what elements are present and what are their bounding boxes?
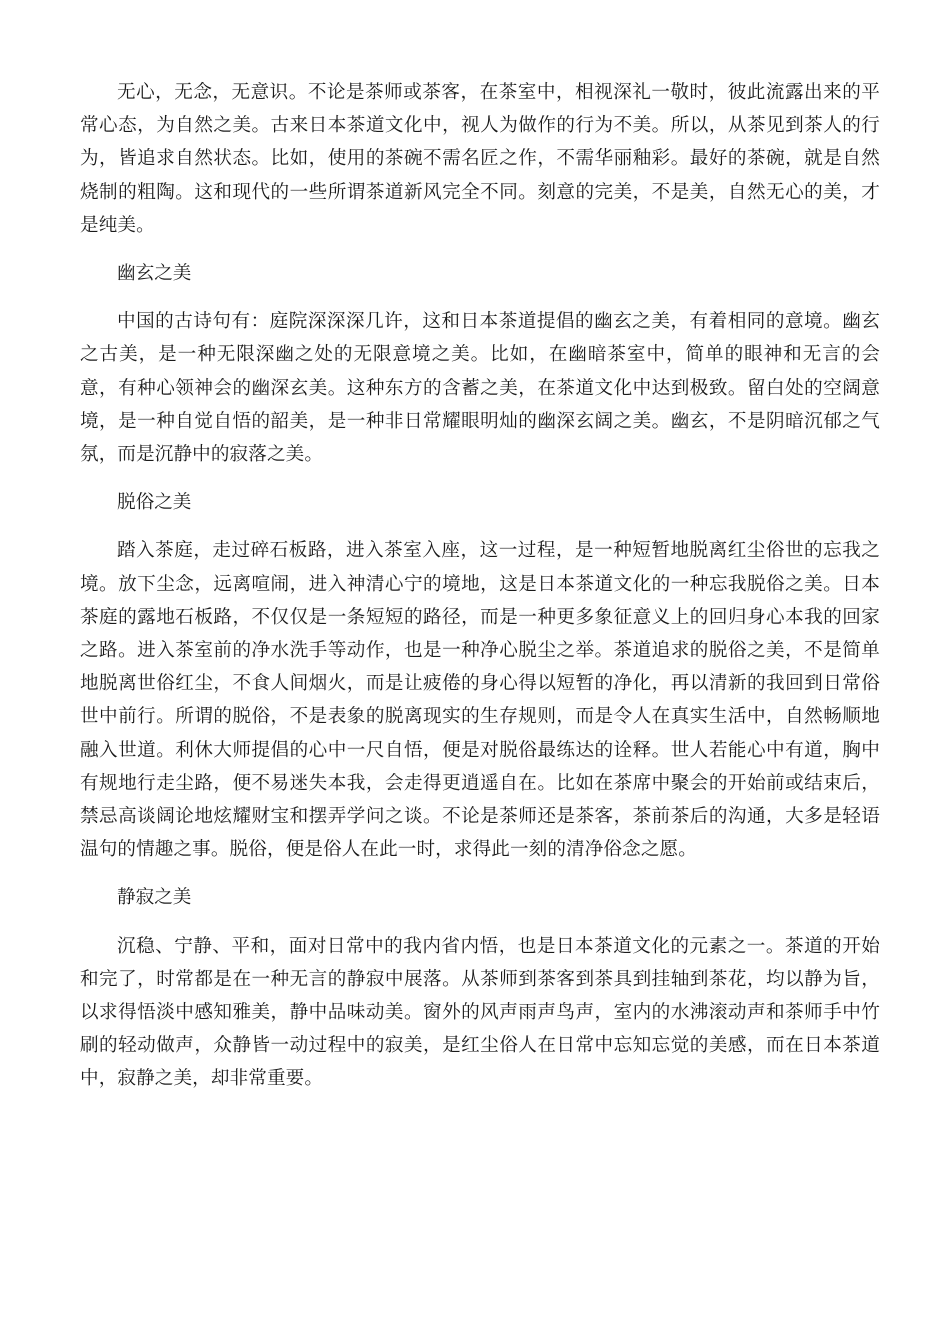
intro-paragraph: 无心，无念，无意识。不论是茶师或茶客，在茶室中，相视深礼一敬时，彼此流露出来的平常心态，为自然之美。古来日本茶道文化中，视人为做作的行为不美。所以，从茶见到茶人的行为，皆追求自然状态。比如，使用的茶碗不需名匠之作，不需华丽釉彩。最好的茶碗，就是自然烧制的粗陶。这和现代的一些所谓茶道新风完全不同。刻意的完美，不是美，自然无心的美，才是纯美。 <box>80 82 880 236</box>
section-body-jingji: 沉稳、宁静、平和，面对日常中的我内省内悟，也是日本茶道文化的元素之一。茶道的开始和完了，时常都是在一种无言的静寂中展落。从茶师到茶客到茶具到挂轴到茶花，均以静为旨，以求得悟淡中感知雅美，静中品味动美。窗外的风声雨声鸟声，室内的水沸滚动声和茶师手中竹刷的轻动做声，众静皆一动过程中的寂美，是红尘俗人在日常中忘知忘觉的美感，而在日本茶道中，寂静之美，却非常重要。 <box>80 935 880 1090</box>
section-body-tuosu: 踏入茶庭，走过碎石板路，进入茶室入座，这一过程，是一种短暂地脱离红尘俗世的忘我之境。放下尘念，远离喧闹，进入神清心宁的境地，这是日本茶道文化的一种忘我脱俗之美。日本茶庭的露地石板路，不仅仅是一条短短的路径，而是一种更多象征意义上的回归身心本我的回家之路。进入茶室前的净水洗手等动作，也是一种净心脱尘之举。茶道追求的脱俗之美，不是简单地脱离世俗红尘，不食人间烟火，而是让疲倦的身心得以短暂的净化，再以清新的我回到日常俗世中前行。所谓的脱俗，不是表象的脱离现实的生存规则，而是令人在真实生活中，自然畅顺地融入世道。利休大师提倡的心中一尺自悟，便是对脱俗最练达的诠释。世人若能心中有道，胸中有规地行走尘路，便不易迷失本我，会走得更逍遥自在。比如在茶席中聚会的开始前或结束后，禁忌高谈阔论地炫耀财宝和摆弄学问之谈。不论是茶师还是茶客，茶前茶后的沟通，大多是轻语温句的情趣之事。脱俗，便是俗人在此一时，求得此一刻的清净俗念之愿。 <box>80 540 880 861</box>
section-body-youxuan: 中国的古诗句有：庭院深深深几许，这和日本茶道提倡的幽玄之美，有着相同的意境。幽玄之古美，是一种无限深幽之处的无限意境之美。比如，在幽暗茶室中，简单的眼神和无言的会意，有种心领神会的幽深玄美。这种东方的含蓄之美，在茶道文化中达到极致。留白处的空阔意境，是一种自觉自悟的韶美，是一种非日常耀眼明灿的幽深玄阔之美。幽玄，不是阴暗沉郁之气氛，而是沉静中的寂落之美。 <box>80 311 880 466</box>
section-heading-tuosu: 脱俗之美 <box>117 492 192 514</box>
document-page <box>80 76 880 1111</box>
section-heading-youxuan: 幽玄之美 <box>117 263 192 285</box>
section-heading-jingji: 静寂之美 <box>117 887 192 909</box>
